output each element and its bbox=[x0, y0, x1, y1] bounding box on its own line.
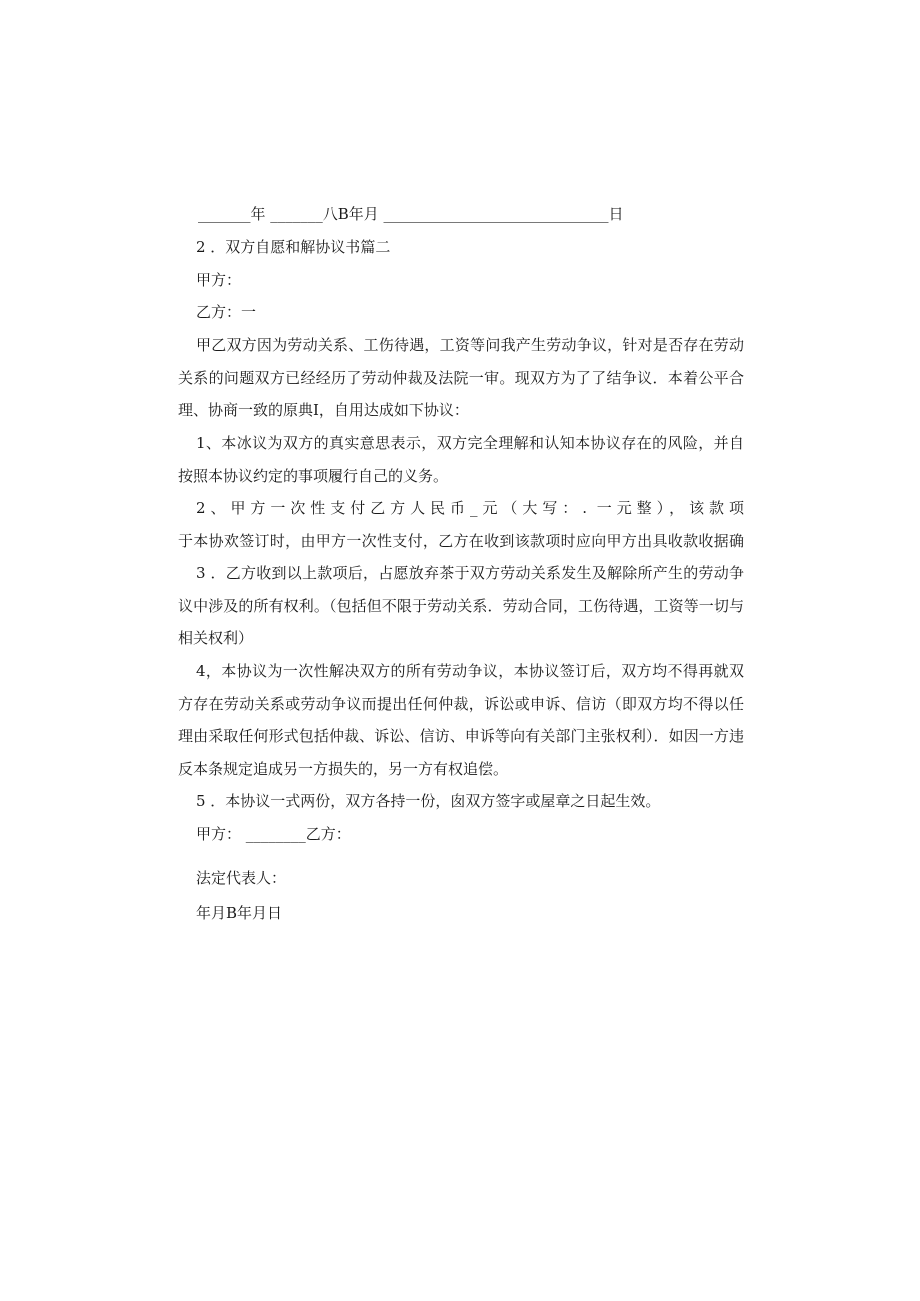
final-date-line: 年月B年月日 bbox=[196, 904, 283, 922]
clause-3-line: 相关权利） bbox=[178, 629, 254, 647]
clause-5-line: 5 ．本协议一式两份，双方各持一份，囱双方签字或屋章之日起生效。 bbox=[196, 792, 661, 810]
party-b-label: 乙方：一 bbox=[196, 303, 257, 321]
clause-3-line: 议中涉及的所有权利。（包括但不限于劳动关系．劳动合同，工伤待遇，工资等一切与 bbox=[178, 597, 744, 615]
preamble-line: 关系的问题双方已经经历了劳动仲裁及法院一审。现双方为了了结争议．本着公平合 bbox=[178, 369, 744, 387]
date-line: _______年 _______八B年月 ______________________________日 bbox=[198, 205, 624, 223]
preamble-line: 理、协商一致的原典I，自用达成如下协议： bbox=[178, 401, 469, 419]
clause-2-line: 2、甲方一次性支付乙方人民币_元（大写：. 一元整），该款项 bbox=[196, 499, 744, 517]
signature-line: 甲方： ________乙方： bbox=[196, 825, 351, 843]
preamble-line: 甲乙双方因为劳动关系、工伤待遇，工资等问我产生劳动争议，针对是否存在劳动 bbox=[196, 336, 744, 354]
clause-3-line: 3 ．乙方收到以上款项后，占愿放弃茶于双方劳动关系发生及解除所产生的劳动争 bbox=[196, 564, 744, 582]
clause-4-line: 方存在劳动关系或劳动争议而提出任何仲裁，诉讼或申诉、信访（即双方均不得以任 bbox=[178, 695, 744, 713]
clause-4-line: 反本条规定追成另一方损失的，另一方有权追偿。 bbox=[178, 760, 509, 778]
clause-4-line: 4，本协议为一次性解决双方的所有劳动争议，本协议签订后，双方均不得再就双 bbox=[196, 662, 744, 680]
clause-1-line: 按照本协议约定的事项履行自己的义务。 bbox=[178, 467, 449, 485]
clause-4-line: 理由采取任何形式包括仲裁、诉讼、信访、申诉等向有关部门主张权利）．如因一方违 bbox=[178, 727, 744, 745]
legal-representative-label: 法定代表人： bbox=[196, 869, 287, 887]
section-heading: 2 ．双方自愿和解协议书篇二 bbox=[196, 238, 391, 256]
clause-1-line: 1、本冰议为双方的真实意思表示，双方完全理解和认知本协议存在的风险，并自 bbox=[196, 434, 744, 452]
party-a-label: 甲方： bbox=[196, 271, 242, 289]
clause-2-line: 于本协欢签订时，由甲方一次性支付，乙方在收到该款项时应向甲方出具收款收据确 bbox=[178, 532, 744, 550]
